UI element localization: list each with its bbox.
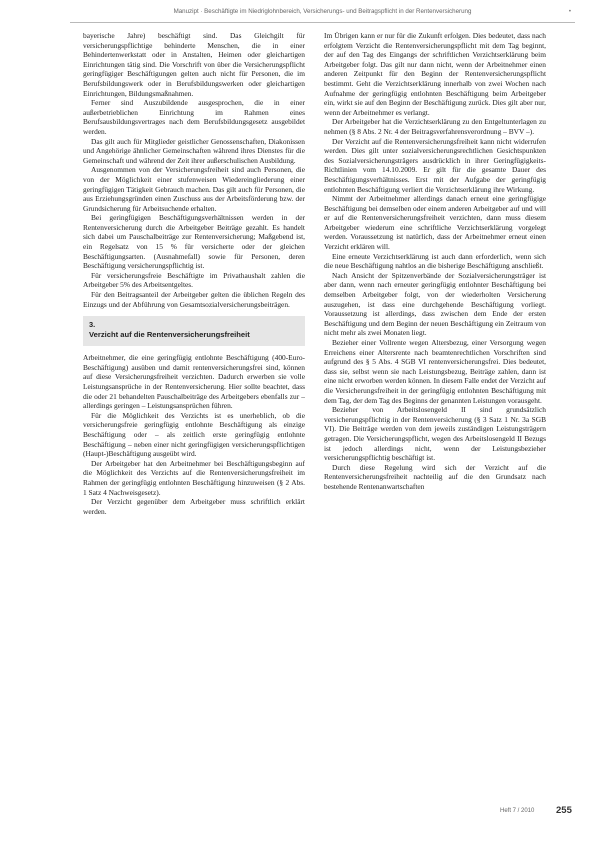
paragraph: Der Verzicht gegenüber dem Arbeitgeber muss schriftlich erklärt werden. bbox=[83, 497, 305, 516]
paragraph: Der Verzicht auf die Rentenversicherungsfreiheit kann nicht widerrufen werden. Dies gilt unter sozialversicherungsrechtlichen Gesichtspunkten des Sozialversicherungsträgers ausdrücklich in ihrer Geringfügigkeits-Richtlinien vom 14.10.2009. Er gilt für die gesamte Dauer des Beschäftigungsverhältnisses. Erst mit der Aufgabe der geringfügig entlohnten Beschäftigung verliert die Verzichtserklärung ihre Wirkung. bbox=[324, 136, 546, 194]
running-header-title: Manuzipt · Beschäftigte im Niedriglohnbereich, Versicherungs- und Beitragspflicht in der Rentenversicherung bbox=[173, 8, 472, 15]
paragraph: Bei geringfügigen Beschäftigungsverhältnissen werden in der Rentenversicherung durch die Arbeitgeber Beiträge gezahlt. Es handelt sich dabei um Pauschalbeiträge zur Rentenversicherung; Maßgebend ist, ein Regelsatz von 15 % für versicherte oder der gleichen Beschäftigungsarten. (Ausnahmefall) sowie für Personen, deren Beschäftigung versicherungspflichtig ist. bbox=[83, 213, 305, 271]
paragraph: Arbeitnehmer, die eine geringfügig entlohnte Beschäftigung (400-Euro-Beschäftigung) ausüben und damit rentenversicherungsfrei sind, können auf diese Versicherungsfreiheit verzichten. Dadurch erwerben sie volle Leistungsansprüche in der Rentenversicherung. Hier sollte beachtet, dass die oder 21 behandelten Pauschalbeiträge des Arbeitgebers ebenfalls zur – allerdings geringen – Leistungsansprüchen führen. bbox=[83, 353, 305, 411]
section-heading-box bbox=[83, 316, 305, 346]
page-number: 255 bbox=[556, 805, 572, 816]
paragraph: Ausgenommen von der Versicherungsfreiheit sind auch Personen, die von der Möglichkeit einer stufenweisen Wiedereingliederung einer geringfügigen Tätigkeit Gebrauch machen. Das gilt auch für Personen, die aus Erziehungsgründen einen Zuschuss aus der Arbeitsförderung bzw. der Grundsicherung für Arbeitsuchende erhalten. bbox=[83, 165, 305, 213]
section-title: Verzicht auf die Rentenversicherungsfreiheit bbox=[89, 330, 250, 340]
paragraph: Eine erneute Verzichtserklärung ist auch dann erforderlich, wenn sich die neue Beschäftigung nahtlos an die bisherige Beschäftigung anschließt. bbox=[324, 251, 546, 271]
paragraph: Für versicherungsfreie Beschäftigte im Privathaushalt zahlen die Arbeitgeber 5% des Arbeitsentgeltes. bbox=[83, 270, 305, 290]
paragraph: bayerische Jahre) beschäftigt sind. Das Gleichgilt für versicherungspflichtige behinderte Menschen, die in einer Behindertenwerkstatt oder in Anstalten, Heimen oder gleichartigen Einrichtungen tätig sind. Die Vorschrift von über die Versicherungspflicht geringfügiger Beschäftigungen gelten auch nicht für Personen, die im Berufsbildungswerk oder in Berufsbildungswerken oder gleichartigen Einrichtungen, Bildungsmaßnahmen. bbox=[83, 31, 305, 98]
left-column-text-after bbox=[83, 353, 305, 516]
paragraph: Für den Beitragsanteil der Arbeitgeber gelten die üblichen Regeln des Einzugs und der Abführung von Gesamtsozialversicherungsbeiträgen. bbox=[83, 290, 305, 309]
paragraph: Ferner sind Auszubildende ausgesprochen, die in einer außerbetrieblichen Einrichtung im Rahmen eines Berufsausbildungsvertrages nach dem Berufsbildungsgesetz ausgebildet werden. bbox=[83, 98, 305, 136]
running-header bbox=[70, 8, 575, 23]
left-column bbox=[83, 31, 305, 516]
header-marker: • bbox=[568, 9, 571, 15]
paragraph: Durch diese Regelung wird sich der Verzicht auf die Rentenversicherungsfreiheit nachteilig auf die den Grundsatz nach bestehende Rentenanwartschaften bbox=[324, 462, 546, 491]
paragraph: Der Arbeitgeber hat die Verzichtserklärung zu den Entgeltunterlagen zu nehmen (§ 8 Abs. 2 Nr. 4 der Beitragsverfahrensverordnung – BVV –). bbox=[324, 117, 546, 136]
paragraph: Bezieher einer Vollrente wegen Altersbezug, einer Versorgung wegen Erreichens einer Altersrente nach beamtenrechtlichen Vorschriften sind aufgrund des § 5 Abs. 4 SGB VI rentenversicherungsfrei. Dies bedeutet, dass sie, selbst wenn sie nach Leistungsbezug, Beiträge zahlen, dann ist eine nicht erworben werden können. In diesem Falle endet der Verzicht auf die Versicherungsfreiheit in der geringfügig entlohnten Beschäftigung mit dem Tag, der dem Tag des Beginns der genannten Leistungen vorausgeht. bbox=[324, 338, 546, 405]
paragraph: Das gilt auch für Mitglieder geistlicher Genossenschaften, Diakonissen und Angehörige ähnlicher Gemeinschaften während ihres Dienstes für die Gemeinschaft und während der Zeit ihrer außerschulischen Ausbildung. bbox=[83, 136, 305, 165]
paragraph: Bezieher von Arbeitslosengeld II sind grundsätzlich versicherungspflichtig in der Rentenversicherung (§ 3 Satz 1 Nr. 3a SGB VI). Die Beiträge werden von dem jeweils zuständigen Leistungsträgern getragen. Die Versicherungspflicht, wegen des Arbeitslosengeld II Bezugs ist jedoch allerdings nicht, wenn der Leistungsbezieher versicherungspflichtig beschäftigt ist. bbox=[324, 405, 546, 463]
right-column bbox=[324, 31, 546, 492]
paragraph: Im Übrigen kann er nur für die Zukunft erfolgen. Dies bedeutet, dass nach erfolgtem Verzicht die Rentenversicherungspflicht mit dem Tag beginnt, der auf den Tag des Eingangs der schriftlichen Verzichtserklärung beim Arbeitgeber folgt. Das gilt nur dann nicht, wenn der Arbeitnehmer einen anderen Zeitpunkt für den Beginn der Rentenversicherungspflicht bestimmt. Geht die Verzichtserklärung innerhalb von zwei Wochen nach Aufnahme der geringfügig entlohnten Beschäftigung beim Arbeitgeber ein, wirkt sie auf den Beginn der Beschäftigung zurück. Dies gilt aber nur, wenn der Arbeitnehmer es verlangt. bbox=[324, 31, 546, 117]
paragraph: Der Arbeitgeber hat den Arbeitnehmer bei Beschäftigungsbeginn auf die Möglichkeit des Verzichts auf die Rentenversicherungsfreiheit im Rahmen der geringfügig entlohnten Beschäftigung hinzuweisen (§ 2 Abs. 1 Satz 4 Nachweisgesetz). bbox=[83, 458, 305, 497]
left-column-text-before bbox=[83, 31, 305, 309]
issue-label: Heft 7 / 2010 bbox=[500, 808, 535, 814]
paragraph: Nimmt der Arbeitnehmer allerdings danach erneut eine geringfügige Beschäftigung bei demselben oder einem anderen Arbeitgeber auf und will er auf die Rentenversicherungsfreiheit verzichten, dann muss diesem Arbeitgeber wiederum eine schriftliche Verzichtserklärung vorgelegt werden. Voraussetzung ist natürlich, dass der Arbeitnehmer erneut einen Verzicht erklären will. bbox=[324, 194, 546, 252]
right-column-text bbox=[324, 31, 546, 492]
paragraph: Für die Möglichkeit des Verzichts ist es unerheblich, ob die versicherungsfreie geringfügig entlohnte Beschäftigung als einzige Beschäftigung oder – als zeitlich erste geringfügig entlohnte Beschäftigung – neben einer nicht geringfügigen versicherungspflichtigen (Haupt-)Beschäftigung ausgeübt wird. bbox=[83, 410, 305, 459]
section-number: 3. bbox=[89, 320, 96, 330]
paragraph: Nach Ansicht der Spitzenverbände der Sozialversicherungsträger ist aber dann, wenn nach erneuter geringfügig entlohnter Beschäftigung bei demselben Arbeitgeber folgt, von der wiederholten Versicherung auszugehen, ist dass eine durchgehende Beschäftigung vorliegt. Voraussetzung ist allerdings, dass zwischen dem Ende der ersten Beschäftigung und dem Beginn der neuen Beschäftigung ein Zeitraum von nicht mehr als zwei Monaten liegt. bbox=[324, 270, 546, 338]
